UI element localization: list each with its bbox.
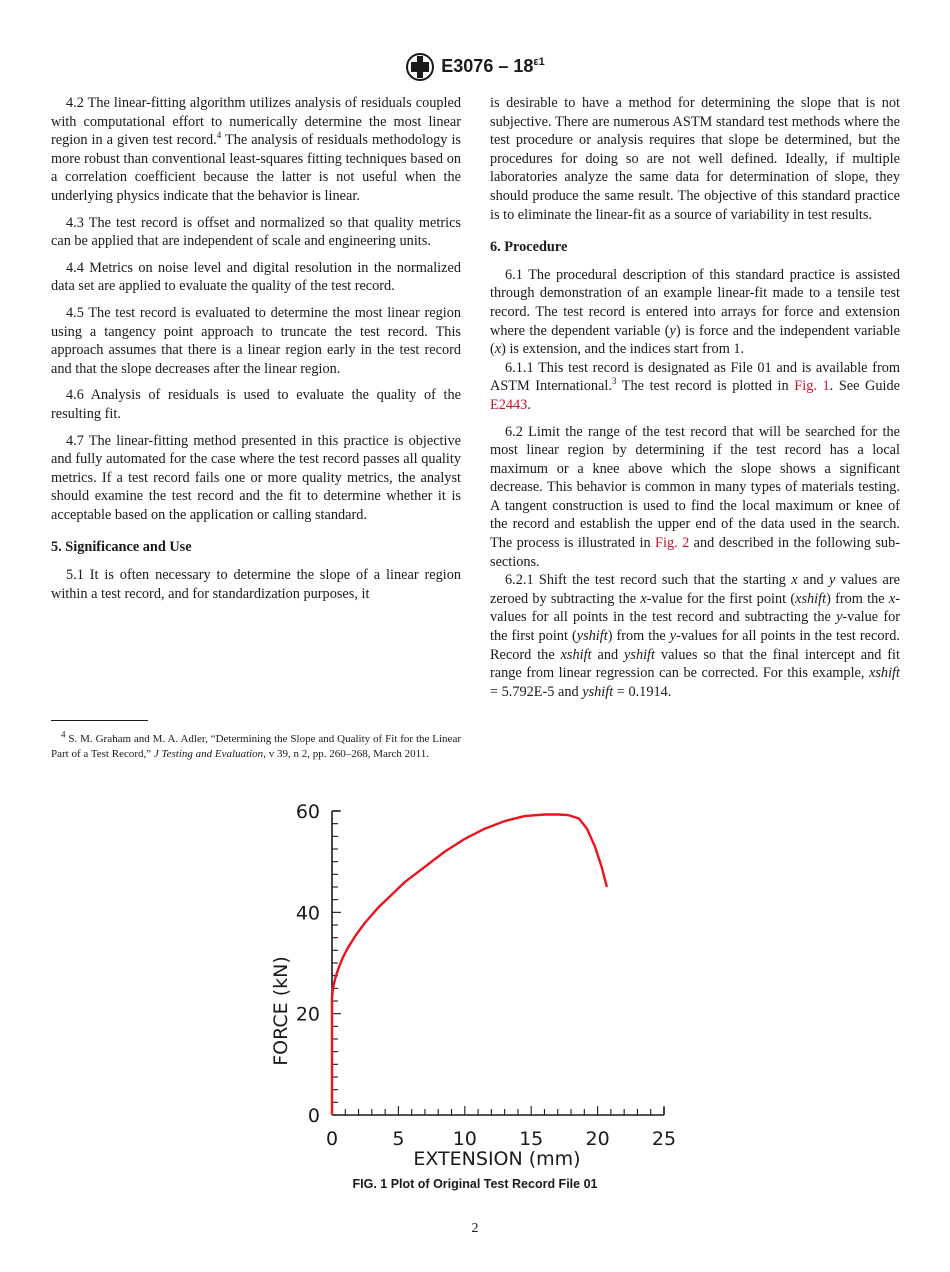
section-6-1: 6.1 The procedural description of this standard practice is assisted through demonstration of an example linear-fit made to a tensile test record. The test record is entered into arrays for force and extension where the dependent variable (y) is force and the independent variable (x) is extension, and the indices start from 1. [490,266,900,358]
x-tick-label: 0 [325,1128,339,1150]
series-line-file-01 [332,815,607,1116]
section-4-5: 4.5 The test record is evaluated to determine the most linear region using a tangency point approach to truncate the test record. This approach assumes that there is a linear region early in the test record and that the slope decreases after the linear region. [51,304,461,377]
footnote-ref-4: 4 [216,130,222,141]
x-tick-label: 15 [519,1128,544,1150]
section-5-1: 5.1 It is often necessary to determine the slope of a linear region within a test record, and for standardization purposes, it [51,567,461,602]
section-6-2-1: 6.2.1 Shift the test record such that the starting x and y values are zeroed by subtracting the x-value for the first point (xshift) from the x-values for all points in the test record and subtracting the y-value for the first point (yshift) from the y-values for all points in the test record. Record the xshift and yshift values so that the final intercept and fit range from linear regression can be corrected. For this example, xshift = 5.792E-5 and yshift = 0.1914. [490,572,900,700]
x-tick-label: 25 [651,1128,677,1150]
guide-e2443-link[interactable]: E2443 [490,396,528,413]
force-extension-chart [260,795,700,1175]
y-axis-title: FORCE (kN) [270,956,292,1066]
x-tick-label: 5 [392,1128,405,1150]
y-tick-label: 20 [295,1003,320,1026]
section-6-2: 6.2 Limit the range of the test record that will be searched for the most linear region by determining if the test record has a local maximum or a knee above which the slope shows a significant decrease. This behavior is common in many types of materials testing. A tangent construction is used to find the local maximum or knee of the record and establish the upper end of the data used in the search. The process is illustrated in Fig. 2 and described in the following sub-sections. [490,423,900,570]
heading-section-6: 6. Procedure [490,239,568,256]
right-column [490,94,900,709]
section-4-6: 4.6 Analysis of residuals is used to evaluate the quality of the resulting fit. [51,387,461,422]
standard-designation: E3076 – 18 [441,55,534,76]
x-tick-label: 10 [452,1128,477,1150]
footnote-rule [51,720,148,721]
section-5-1-continued: is desirable to have a method for determining the slope that is not subjective. There are numerous ASTM standard test methods where the test procedure or analysis requires that slope be determined, but the procedures for doing so are not well defined. Ideally, if multiple laboratories analyze the same data for determination of slope, they should produce the same result. The objective of this standard practice is to eliminate the linear-fit as a source of variability in test results. [490,95,900,223]
figure-caption: FIG. 1 Plot of Original Test Record File 01 [352,1177,598,1191]
page-number: 2 [471,1221,479,1236]
footnote-4: $^4$ S. M. Graham and M. A. Adler, “Determining the Slope and Quality of Fit for the Linear Part of a Test Record,” J Testing and Evaluation, v 39, n 2, pp. 260–268, March 2011. [51,729,461,760]
astm-logo-icon [405,52,435,82]
x-tick-label: 20 [585,1128,610,1150]
section-4-4: 4.4 Metrics on noise level and digital resolution in the normalized data set are applied to evaluate the quality of the test record. [51,259,461,295]
y-tick-label: 40 [295,902,320,925]
fig-1-link[interactable]: Fig. 1 [794,378,830,395]
section-4-3: 4.3 The test record is offset and normalized so that quality metrics can be applied that are independent of scale and engineering units. [51,214,461,250]
y-tick-label: 60 [295,801,320,823]
heading-section-5: 5. Significance and Use [51,539,192,556]
edition-epsilon: ε1 [533,55,545,68]
left-column [51,94,461,611]
fig-2-link[interactable]: Fig. 2 [655,535,690,552]
section-4-2: 4.2 The linear-fitting algorithm utilizes analysis of residuals coupled with computational effort to numerically determine the most linear region in a given test record.$^4$ The analysis of residuals methodology is more robust than conventional least-squares fitting techniques based on a correlation coefficient because the latter is not useful when the underlying physics indicate that the behavior is linear. [51,95,461,204]
x-axis-title: EXTENSION (mm) [413,1148,581,1170]
page-header [0,52,950,82]
section-4-7: 4.7 The linear-fitting method presented in this practice is objective and fully automated for the case where the test record passes all quality metrics. If a test record fails one or more quality metrics, the analyst should examine the test record and the fit to determine whether it is acceptable based on the application or calling standard. [51,432,461,523]
y-tick-label: 0 [307,1105,320,1127]
section-6-1-1: 6.1.1 This test record is designated as File 01 and is available from ASTM International.$^3$ The test record is plotted in Fig. 1. See Guide E2443. [490,359,900,413]
